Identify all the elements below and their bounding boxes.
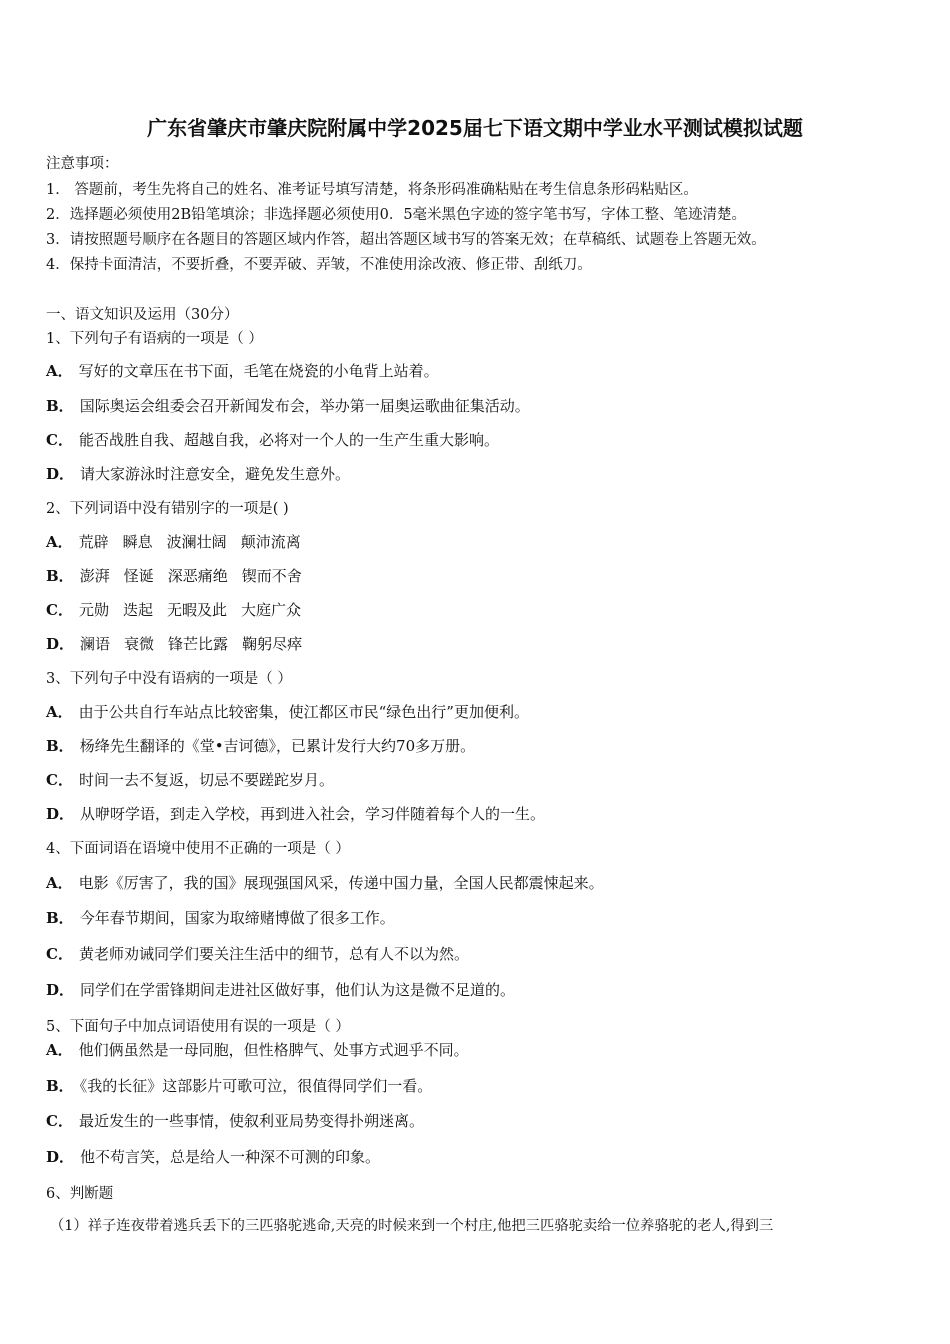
option-word: 锋芒比露 [168, 635, 229, 653]
option-word: 深恶痛绝 [167, 567, 228, 585]
option-text: 时间一去不复返，切忌不要蹉跎岁月。 [78, 771, 334, 789]
option-word: 锲而不舍 [241, 567, 302, 585]
option-word: 迭起 [122, 601, 153, 619]
option-b [46, 565, 302, 586]
option-word: 瞬息 [122, 533, 153, 551]
notice-item: 4．保持卡面清洁，不要折叠，不要弄破、弄皱，不准使用涂改液、修正带、刮纸刀。 [46, 257, 592, 273]
option-word: 无暇及此 [166, 601, 227, 619]
option-text: 由于公共自行车站点比较密集，使江都区市民“绿色出行”更加便利。 [78, 703, 529, 721]
option-c [46, 769, 334, 790]
option-label: D． [46, 805, 75, 823]
option-label: C． [46, 945, 73, 963]
option-word: 大庭广众 [241, 601, 302, 619]
option-label: C． [46, 1112, 73, 1130]
option-word: 波澜壮阔 [166, 533, 227, 551]
exam-title: 广东省肇庆市肇庆院附属中学2025届七下语文期中学业水平测试模拟试题 [147, 116, 803, 140]
option-word: 澜语 [80, 635, 111, 653]
option-c [46, 599, 301, 620]
option-text: 同学们在学雷锋期间走进社区做好事，他们认为这是微不足道的。 [80, 981, 516, 999]
option-label: B． [46, 397, 74, 415]
question-stem: 4、下面词语在语境中使用不正确的一项是（ ） [46, 841, 350, 857]
question-stem: 6、判断题 [46, 1186, 114, 1202]
option-b [46, 395, 530, 416]
option-text: 黄老师劝诫同学们要关注生活中的细节，总有人不以为然。 [78, 945, 469, 963]
option-text: 从咿呀学语，到走入学校，再到进入社会，学习伴随着每个人的一生。 [80, 805, 546, 823]
question-stem: 5、下面句子中加点词语使用有误的一项是（ ） [46, 1019, 350, 1035]
option-word: 鞠躬尽瘁 [242, 635, 303, 653]
option-c [46, 429, 499, 450]
notice-item: 1． 答题前，考生先将自己的姓名、准考证号填写清楚，将条形码准确粘贴在考生信息条形码粘贴区。 [46, 182, 698, 198]
option-c [46, 943, 469, 964]
option-word: 荒辟 [78, 533, 109, 551]
option-b [46, 907, 395, 928]
option-label: B． [46, 567, 74, 585]
notice-heading: 注意事项： [46, 156, 119, 172]
option-text: 他不苟言笑，总是给人一种深不可测的印象。 [80, 1148, 381, 1166]
option-label: A． [46, 874, 73, 892]
section-heading: 一、语文知识及运用（30分） [46, 307, 239, 323]
option-text: 写好的文章压在书下面，毛笔在烧瓷的小龟背上站着。 [78, 362, 439, 380]
option-d [46, 463, 350, 484]
option-label: C． [46, 431, 73, 449]
option-a [46, 1039, 469, 1060]
option-text: 请大家游泳时注意安全，避免发生意外。 [80, 465, 351, 483]
notice-item: 3．请按照题号顺序在各题目的答题区域内作答，超出答题区域书写的答案无效；在草稿纸、试题卷上答题无效。 [46, 232, 766, 248]
option-word: 颠沛流离 [240, 533, 301, 551]
option-label: A． [46, 533, 73, 551]
option-label: A． [46, 1041, 73, 1059]
option-d [46, 979, 515, 1000]
option-text: 《我的长征》这部影片可歌可泣，很值得同学们一看。 [79, 1077, 433, 1095]
option-text: 他们俩虽然是一母同胞，但性格脾气、处事方式迥乎不同。 [78, 1041, 469, 1059]
question-stem: 1、下列句子有语病的一项是（ ） [46, 331, 263, 347]
option-a [46, 701, 529, 722]
option-d [46, 1146, 380, 1167]
question-body: （1）祥子连夜带着逃兵丢下的三匹骆驼逃命,天亮的时候来到一个村庄,他把三匹骆驼卖给一位养骆驼的老人,得到三 [50, 1218, 774, 1234]
option-b [46, 735, 475, 756]
option-word: 怪诞 [123, 567, 154, 585]
option-label: A． [46, 703, 73, 721]
question-stem: 2、下列词语中没有错别字的一项是( ) [46, 501, 289, 517]
option-text: 今年春节期间，国家为取缔赌博做了很多工作。 [79, 909, 395, 927]
option-d [46, 803, 545, 824]
option-text: 杨绛先生翻译的《堂•吉诃德》，已累计发行大约70多万册。 [79, 737, 476, 755]
option-text: 电影《厉害了，我的国》展现强国风采，传递中国力量，全国人民都震悚起来。 [78, 874, 604, 892]
option-word: 元勋 [78, 601, 109, 619]
notice-item: 2．选择题必须使用2B铅笔填涂；非选择题必须使用0．5毫米黑色字迹的签字笔书写，字体工整、笔迹清楚。 [46, 207, 747, 223]
option-word: 衰微 [124, 635, 155, 653]
option-text: 最近发生的一些事情，使叙利亚局势变得扑朔迷离。 [78, 1112, 424, 1130]
option-label: C． [46, 771, 73, 789]
option-text: 国际奥运会组委会召开新闻发布会，举办第一届奥运歌曲征集活动。 [79, 397, 530, 415]
option-a [46, 872, 604, 893]
option-label: C． [46, 601, 73, 619]
option-d [46, 633, 302, 654]
option-a [46, 360, 439, 381]
option-a [46, 531, 301, 552]
option-label: B． [46, 737, 74, 755]
option-label: B． [46, 1077, 74, 1095]
option-word: 澎湃 [79, 567, 110, 585]
option-label: D． [46, 981, 75, 999]
option-label: A． [46, 362, 73, 380]
option-label: D． [46, 465, 75, 483]
question-stem: 3、下列句子中没有语病的一项是（ ） [46, 671, 292, 687]
option-text: 能否战胜自我、超越自我，必将对一个人的一生产生重大影响。 [78, 431, 499, 449]
option-label: B． [46, 909, 74, 927]
option-label: D． [46, 1148, 75, 1166]
option-b [46, 1075, 432, 1096]
option-c [46, 1110, 424, 1131]
option-label: D． [46, 635, 75, 653]
